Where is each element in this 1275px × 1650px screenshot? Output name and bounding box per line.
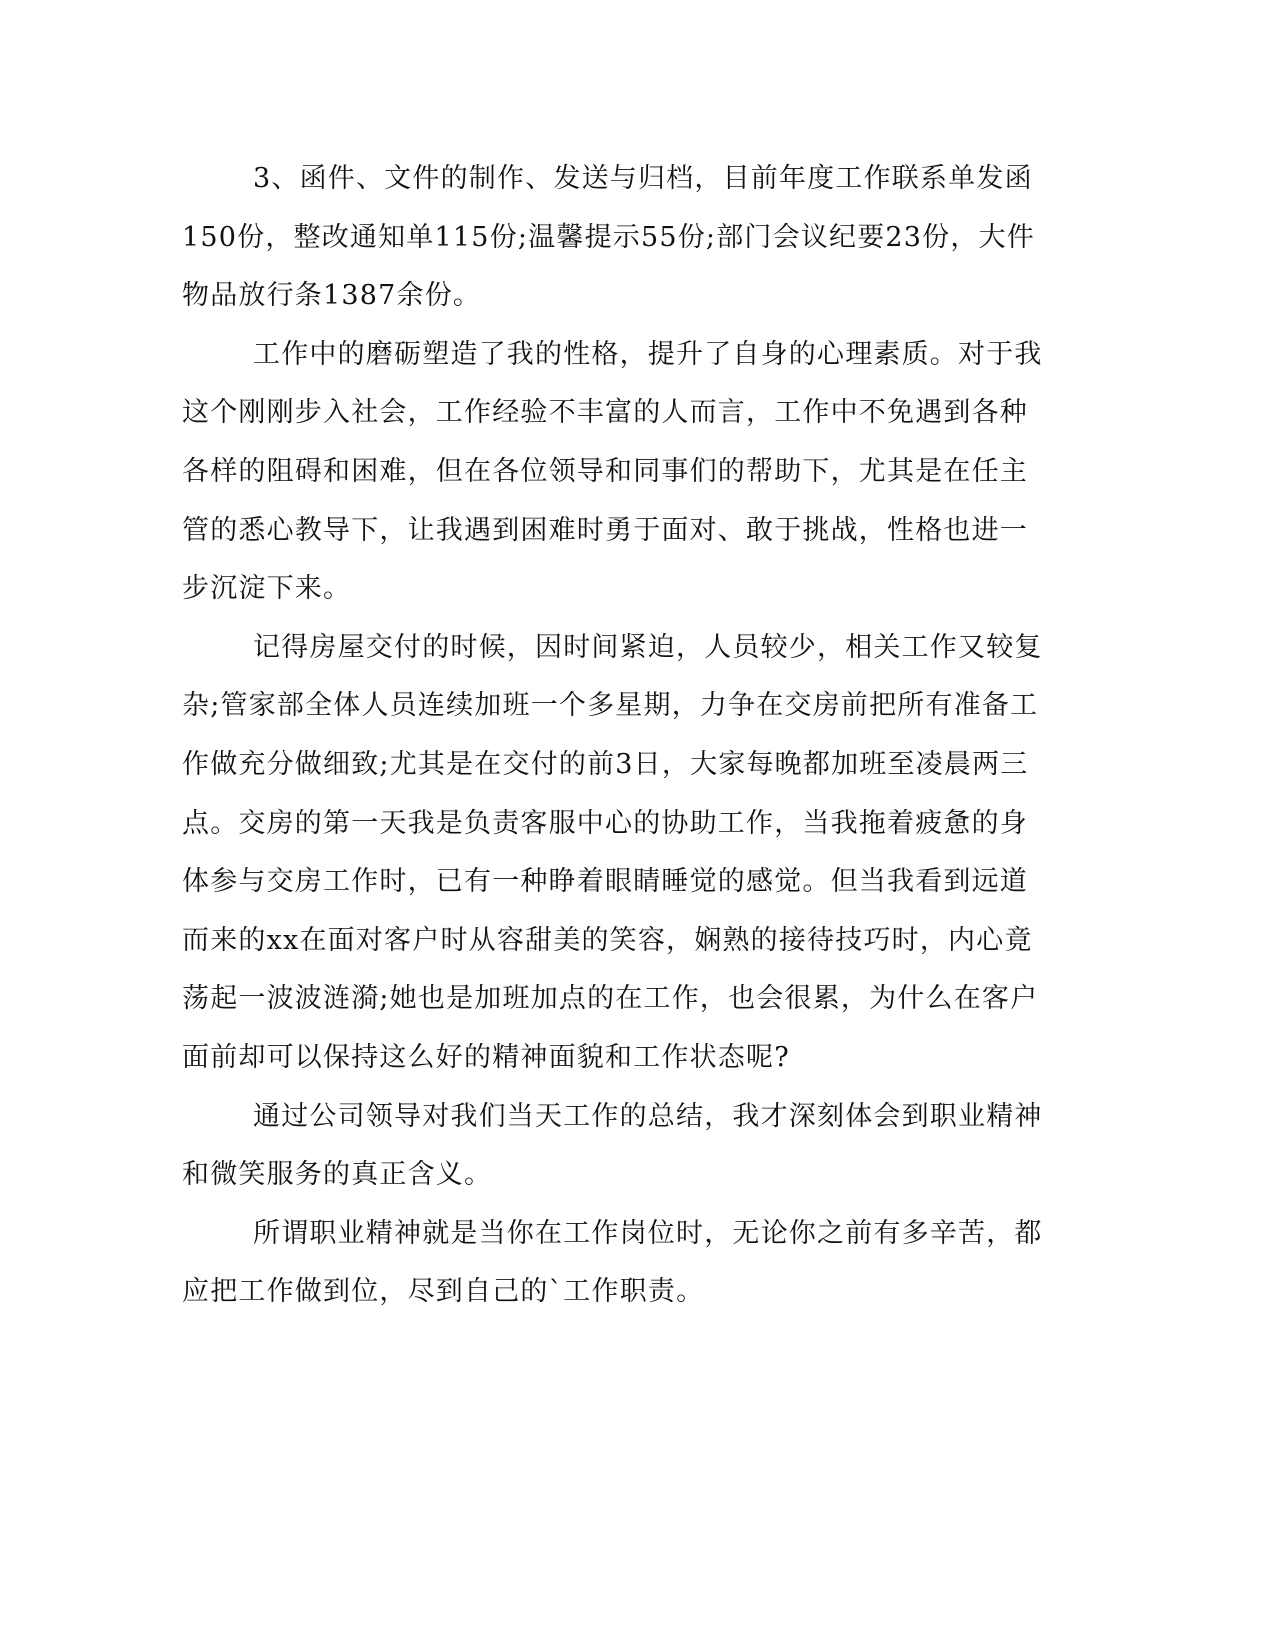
text-line: 记得房屋交付的时候，因时间紧迫，人员较少，相关工作又较复 xyxy=(253,631,1043,663)
paragraph-personal-growth xyxy=(182,326,1043,619)
document-body xyxy=(182,150,1043,1322)
text-line: 工作中的磨砺塑造了我的性格，提升了自身的心理素质。对于我 xyxy=(253,338,1043,370)
text-line: 所谓职业精神就是当你在工作岗位时，无论你之前有多辛苦，都 xyxy=(253,1217,1043,1249)
text-line: 物品放行条1387余份。 xyxy=(182,280,482,312)
text-line: 这个刚刚步入社会，工作经验不丰富的人而言，工作中不免遇到各种 xyxy=(182,397,1028,429)
text-line: 应把工作做到位，尽到自己的`工作职责。 xyxy=(182,1276,705,1308)
text-line: 点。交房的第一天我是负责客服中心的协助工作，当我拖着疲惫的身 xyxy=(182,807,1028,839)
text-line: 和微笑服务的真正含义。 xyxy=(182,1159,493,1191)
text-line: 面前却可以保持这么好的精神面貌和工作状态呢? xyxy=(182,1041,790,1073)
text-line: 管的悉心教导下，让我遇到困难时勇于面对、敢于挑战，性格也进一 xyxy=(182,514,1028,546)
paragraph-work-summary xyxy=(182,1088,1043,1205)
paragraph-house-handover xyxy=(182,619,1043,1088)
text-line: 杂;管家部全体人员连续加班一个多星期，力争在交房前把所有准备工 xyxy=(182,690,1039,722)
text-line: 步沉淀下来。 xyxy=(182,573,352,605)
text-line: 作做充分做细致;尤其是在交付的前3日，大家每晚都加班至凌晨两三 xyxy=(182,748,1029,780)
paragraph-professionalism xyxy=(182,1205,1043,1322)
text-line: 通过公司领导对我们当天工作的总结，我才深刻体会到职业精神 xyxy=(253,1100,1043,1132)
text-line: 荡起一波波涟漪;她也是加班加点的在工作，也会很累，为什么在客户 xyxy=(182,983,1039,1015)
text-line: 各样的阻碍和困难，但在各位领导和同事们的帮助下，尤其是在任主 xyxy=(182,455,1028,487)
text-line: 3、函件、文件的制作、发送与归档，目前年度工作联系单发函 xyxy=(253,163,1033,194)
text-line: 而来的xx在面对客户时从容甜美的笑容，娴熟的接待技巧时，内心竟 xyxy=(182,924,1033,956)
text-line: 150份，整改通知单115份;温馨提示55份;部门会议纪要23份，大件 xyxy=(182,221,1035,253)
text-line: 体参与交房工作时，已有一种睁着眼睛睡觉的感觉。但当我看到远道 xyxy=(182,866,1028,898)
paragraph-filing-stats xyxy=(182,150,1035,326)
